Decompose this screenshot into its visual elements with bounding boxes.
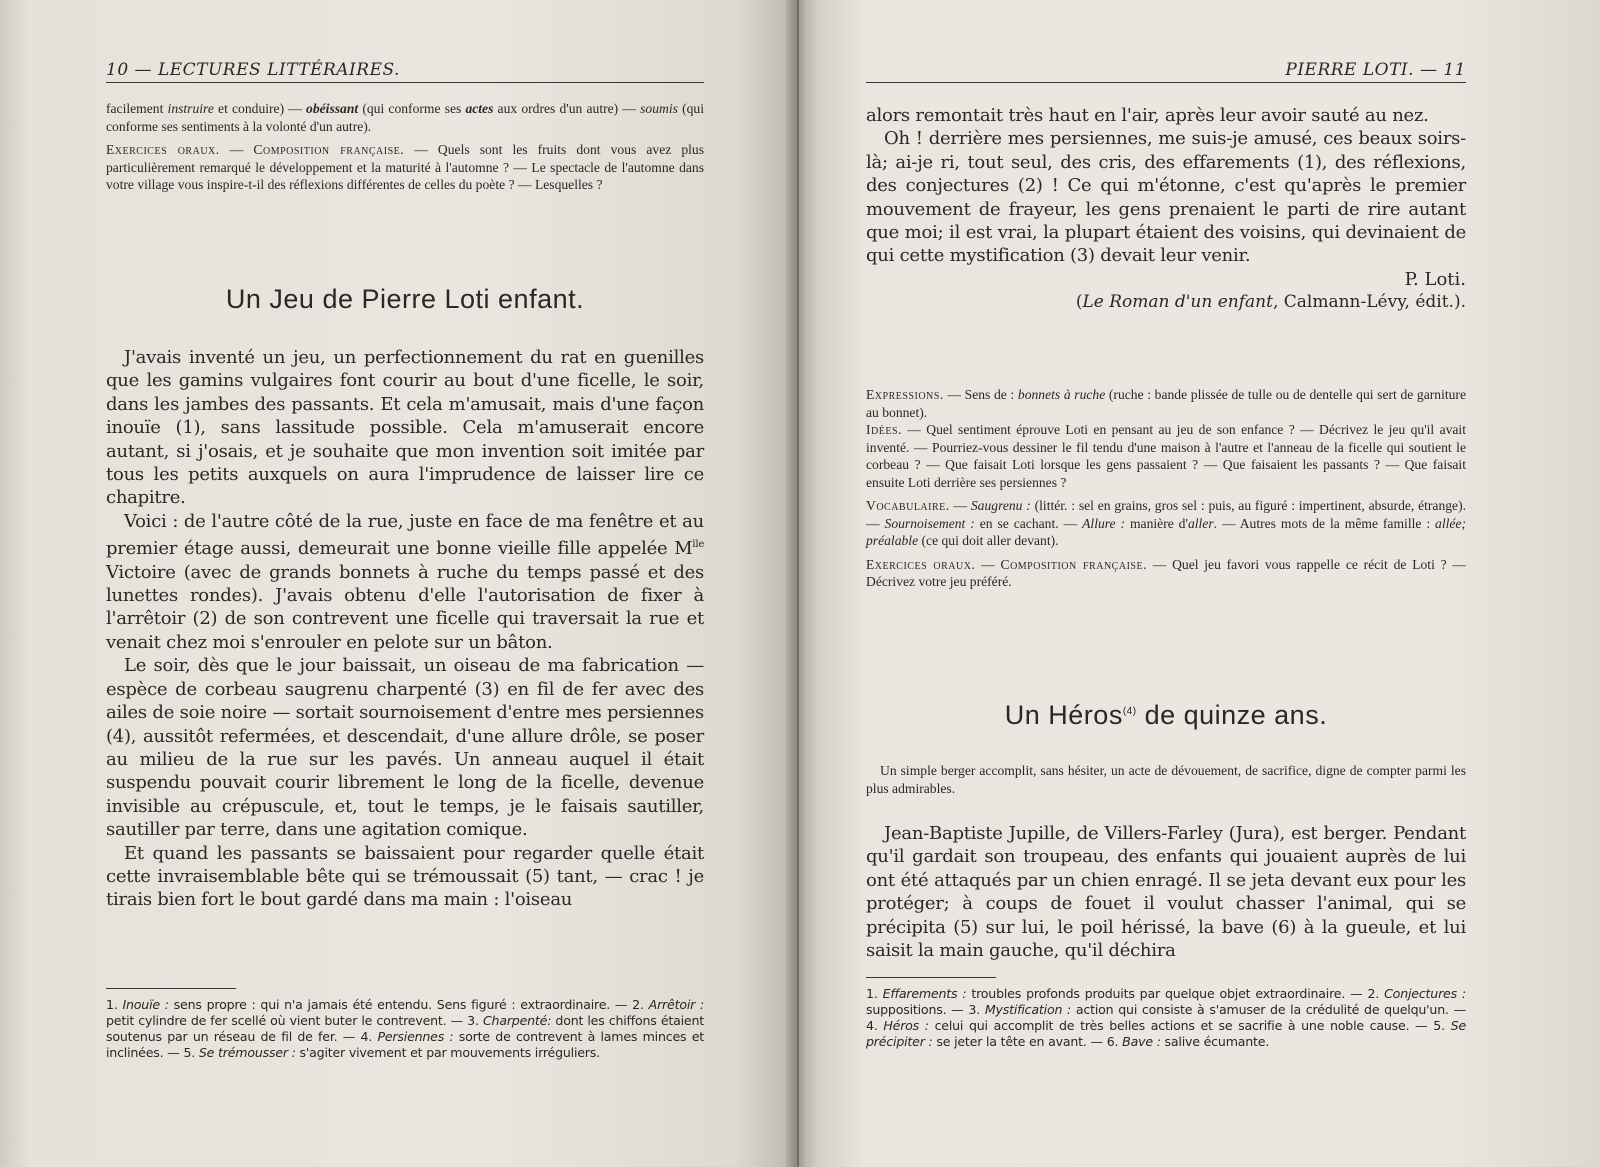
right-footnote-text: 1. Effarements : troubles profonds produits par quelque objet extraordinaire. — 2. Conjectures : suppositions. — 3. Mystification : action qui consiste à s'amuser de la crédulité de quelqu'un. — 4. Héros : celui qui accomplit de très belles actions et se sacrifie à une noble cause. — 5. Se précipiter : se jeter la tête en avant. — 6. Bave : salive écumante. bbox=[866, 986, 1466, 1049]
chapter-title-heros: Un Héros$^{(4)}$ de quinze ans. bbox=[1004, 700, 1328, 730]
right-idees: Idées. — Quel sentiment éprouve Loti en pensant au jeu de son enfance ? — Décrivez le jeu qu'il avait inventé. — Pourriez-vous dessiner le fil tendu d'une maison à l'autre et l'anneau de la ficelle qui soutient le corbeau ? — Que faisait Loti lorsque les gens passaient ? — Que faisaient les passants ? — Que faisait ensuite Loti derrière ses persiennes ? bbox=[866, 422, 1466, 490]
left-paragraph-3: Le soir, dès que le jour baissait, un oiseau de ma fabrication — espèce de corbeau saugrenu charpenté (3) en fil de fer avec des ailes de soie noire — sortait sournoisement d'entre mes persiennes (4), aussitôt refermées, et descendait, d'une allure drôle, se poser au milieu de la rue sur les pavés. Un anneau auquel il était suspendu pouvait courir librement le long de la ficelle, devenue invisible au crépuscule, et, tout le temps, je le faisais sautiller, sautiller par terre, dans une agitation comique. bbox=[106, 655, 704, 841]
left-footnote-rule bbox=[106, 988, 236, 989]
left-footnotes bbox=[106, 988, 704, 1061]
left-top-note: facilement instruire et conduire) — obéissant (qui conforme ses actes aux ordres d'un autre) — soumis (qui conforme ses sentiments à la volonté d'un autre). bbox=[106, 101, 704, 134]
left-top-note-block bbox=[106, 100, 704, 194]
right-running-head: PIERRE LOTI. — 11 bbox=[866, 60, 1466, 83]
left-paragraph-1: J'avais inventé un jeu, un perfectionnement du rat en guenilles que les gamins vulgaires font courir au bout d'une ficelle, le soir, dans les jambes des passants. Et cela m'amusait, mais d'une façon inouïe (1), sans lassitude possible. Cela m'amuserait encore autant, si j'osais, et je souhaite que mon invention soit imitée par tous les petits auxquels on aura l'imprudence de laisser lire ce chapitre. bbox=[106, 347, 704, 509]
left-exercises: Exercices oraux. — Composition française. — Quels sont les fruits dont vous avez plus particulièrement remarqué le développement et la maturité à l'automne ? — Le spectacle de l'automne dans votre village vous inspire-t-il des réflexions différentes de celles du poète ? — Lesquelles ? bbox=[106, 142, 704, 192]
right-body-continued bbox=[866, 104, 1466, 314]
right-exercise-block bbox=[866, 386, 1466, 591]
right-page bbox=[798, 0, 1600, 1167]
right-paragraph-1: alors remontait très haut en l'air, après leur avoir sauté au nez. bbox=[866, 105, 1429, 126]
left-footnote-text: 1. Inouïe : sens propre : qui n'a jamais été entendu. Sens figuré : extraordinaire. — 2. Arrêtoir : petit cylindre de fer scellé où vient buter le contrevent. — 3. Charpenté: dont les chiffons étaient soutenus par un réseau de fil de fer. — 4. Persiennes : sorte de contrevent à lames minces et inclinées. — 5. Se trémousser : s'agiter vivement et par mouvements irréguliers. bbox=[106, 997, 704, 1060]
left-paragraph-4: Et quand les passants se baissaient pour regarder quelle était cette invraisemblable bête qui se trémoussait (5) tant, — crac ! je tirais bien fort le bout gardé dans ma main : l'oiseau bbox=[106, 842, 704, 911]
right-footnotes bbox=[866, 977, 1466, 1050]
gutter-fold-line bbox=[797, 0, 799, 1167]
left-title-block bbox=[106, 284, 704, 315]
source-citation: (Le Roman d'un enfant, Calmann-Lévy, édit.). bbox=[1075, 291, 1466, 312]
left-running-head: 10 — LECTURES LITTÉRAIRES. bbox=[106, 60, 704, 83]
right-footnote-rule bbox=[866, 977, 996, 978]
left-body bbox=[106, 346, 704, 912]
right-title-block bbox=[866, 700, 1466, 731]
right-expressions: Expressions. — Sens de : bonnets à ruche (ruche : bande plissée de tulle ou de dentelle qui sert de garniture au bonnet). bbox=[866, 387, 1466, 420]
right-exercises: Exercices oraux. — Composition française. — Quel jeu favori vous rappelle ce récit de Loti ? — Décrivez votre jeu préféré. bbox=[866, 556, 1466, 589]
right-body-2 bbox=[866, 822, 1466, 962]
right-intro: Un simple berger accomplit, sans hésiter, un acte de dévouement, de sacrifice, digne de compter parmi les plus admirables. bbox=[866, 763, 1466, 796]
right-paragraph-2: Oh ! derrière mes persiennes, me suis-je amusé, ces beaux soirs-là; ai-je ri, tout seul, des cris, des effarements (1), des réflexions, des conjectures (2) ! Ce qui m'étonne, c'est qu'après le premier mouvement de frayeur, les gens prenaient le parti de rire autant que moi; il est vrai, la plupart étaient des voisins, qui devinaient de qui cette mystification (3) devait leur venir. bbox=[866, 128, 1466, 267]
left-page bbox=[0, 0, 798, 1167]
chapter-title-jeu: Un Jeu de Pierre Loti enfant. bbox=[225, 284, 585, 314]
right-paragraph-3: Jean-Baptiste Jupille, de Villers-Farley (Jura), est berger. Pendant qu'il gardait son troupeau, des enfants qui jouaient auprès de lui ont été attaqués par un chien enragé. Il se jeta devant eux pour les protéger; à coups de fouet il voulut chasser l'animal, qui se précipita (5) sur lui, le poil hérissé, la bave (6) à la gueule, et lui saisit la main gauche, qu'il déchira bbox=[866, 823, 1466, 962]
left-paragraph-2: Voici : de l'autre côté de la rue, juste en face de ma fenêtre et au premier étage aussi, demeurait une bonne vieille fille appelée $M^{lle}$ Victoire (avec de grands bonnets à ruche du temps passé et des lunettes rondes). J'avais obtenu d'elle l'autorisation de fixer à l'arrêtoir (2) de son contrevent une ficelle qui traversait la rue et venait chez moi s'enrouler en pelote sur un bâton. bbox=[106, 510, 704, 653]
right-intro-block bbox=[866, 762, 1466, 797]
author-signature: P. Loti. bbox=[1404, 268, 1466, 290]
right-vocabulaire: Vocabulaire. — Saugrenu : (littér. : sel en grains, gros sel : puis, au figuré : impertinent, absurde, étrange). — Sournoisement : en se cachant. — Allure : manière d'aller. — Autres mots de la même famille : allée; préalable (ce qui doit aller devant). bbox=[866, 498, 1467, 548]
